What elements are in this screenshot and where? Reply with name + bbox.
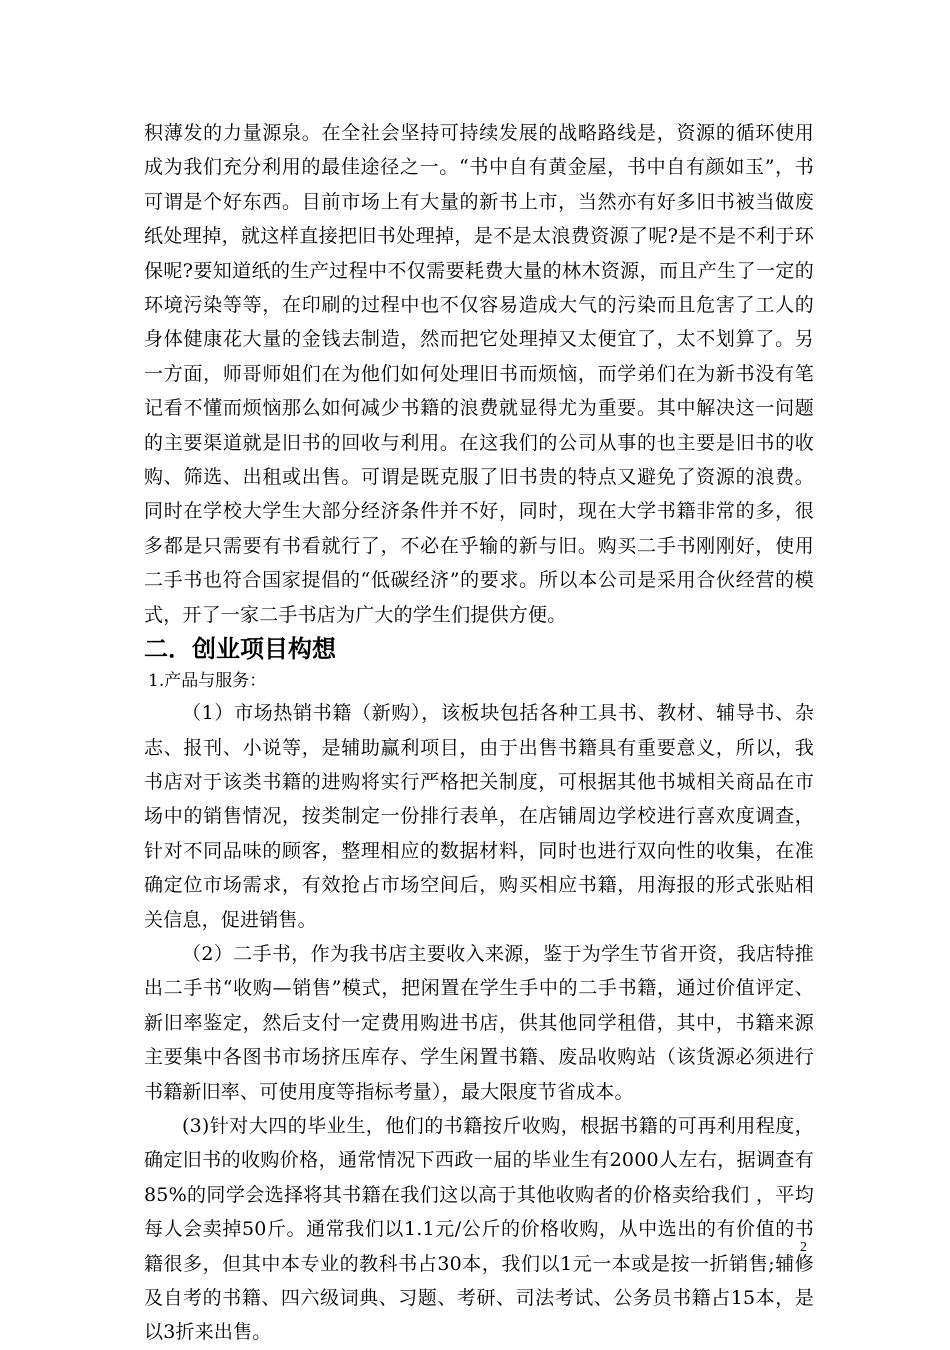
page-number: 2 (800, 1240, 807, 1255)
section-heading: 二．创业项目构想 (144, 635, 336, 664)
page-content (144, 116, 814, 1350)
paragraph-graduate-books: (3)针对大四的毕业生，他们的书籍按斤收购，根据书籍的可再利用程度，确定旧书的收购价格，通常情况下西政一届的毕业生有2000人左右，据调查有85%的同学会选择将其书籍在我们这以高于其他收购者的价格卖给我们 ，平均每人会卖掉50斤。通常我们以1.1元/公斤的价格收购，从中选出的有价值的书籍很多，但其中本专业的教科书占30本，我们以1元一本或是按一折销售;辅修及自考的书籍、四六级词典、习题、考研、司法考试、公务员书籍占15本，是以3折来出售。 (144, 1114, 814, 1344)
intro-paragraph: 积薄发的力量源泉。在全社会坚持可持续发展的战略路线是，资源的循环使用成为我们充分利用的最佳途径之一。“书中自有黄金屋，书中自有颜如玉”，书可谓是个好东西。目前市场上有大量的新书上市，当然亦有好多旧书被当做废纸处理掉，就这样直接把旧书处理掉，是不是太浪费资源了呢?是不是不利于环保呢?要知道纸的生产过程中不仅需要耗费大量的林木资源，而且产生了一定的环境污染等等，在印刷的过程中也不仅容易造成大气的污染而且危害了工人的身体健康花大量的金钱去制造，然而把它处理掉又太便宜了，太不划算了。另一方面，师哥师姐们在为他们如何处理旧书而烦恼，而学弟们在为新书没有笔记看不懂而烦恼那么如何减少书籍的浪费就显得尤为重要。其中解决这一问题的主要渠道就是旧书的回收与利用。在这我们的公司从事的也主要是旧书的收购、筛选、出租或出售。可谓是既克服了旧书贵的特点又避免了资源的浪费。同时在学校大学生大部分经济条件并不好，同时，现在大学书籍非常的多，很多都是只需要有书看就行了，不必在乎输的新与旧。购买二手书刚刚好，使用二手书也符合国家提倡的“低碳经济”的要求。所以本公司是采用合伙经营的模式，开了一家二手书店为广大的学生们提供方便。 (144, 122, 814, 626)
paragraph-new-books: （1）市场热销书籍（新购），该板块包括各种工具书、教材、辅导书、杂志、报刊、小说等，是辅助赢利项目，由于出售书籍具有重要意义，所以，我书店对于该类书籍的进购将实行严格把关制度，可根据其他书城相关商品在市场中的销售情况，按类制定一份排行表单，在店铺周边学校进行喜欢度调查，针对不同品味的顾客，整理相应的数据材料，同时也进行双向性的收集，在准确定位市场需求，有效抢占市场空间后，购买相应书籍，用海报的形式张贴相关信息，促进销售。 (144, 702, 814, 931)
paragraph-second-hand-books: （2）二手书，作为我书店主要收入来源，鉴于为学生节省开资，我店特推出二手书“收购—销售”模式，把闲置在学生手中的二手书籍，通过价值评定、新旧率鉴定，然后支付一定费用购进书店，供其他同学租借，其中，书籍来源主要集中各图书市场挤压库存、学生闲置书籍、废品收购站（该货源必须进行书籍新旧率、可使用度等指标考量），最大限度节省成本。 (144, 942, 814, 1103)
subheading-products-services: 1.产品与服务： (148, 671, 267, 692)
